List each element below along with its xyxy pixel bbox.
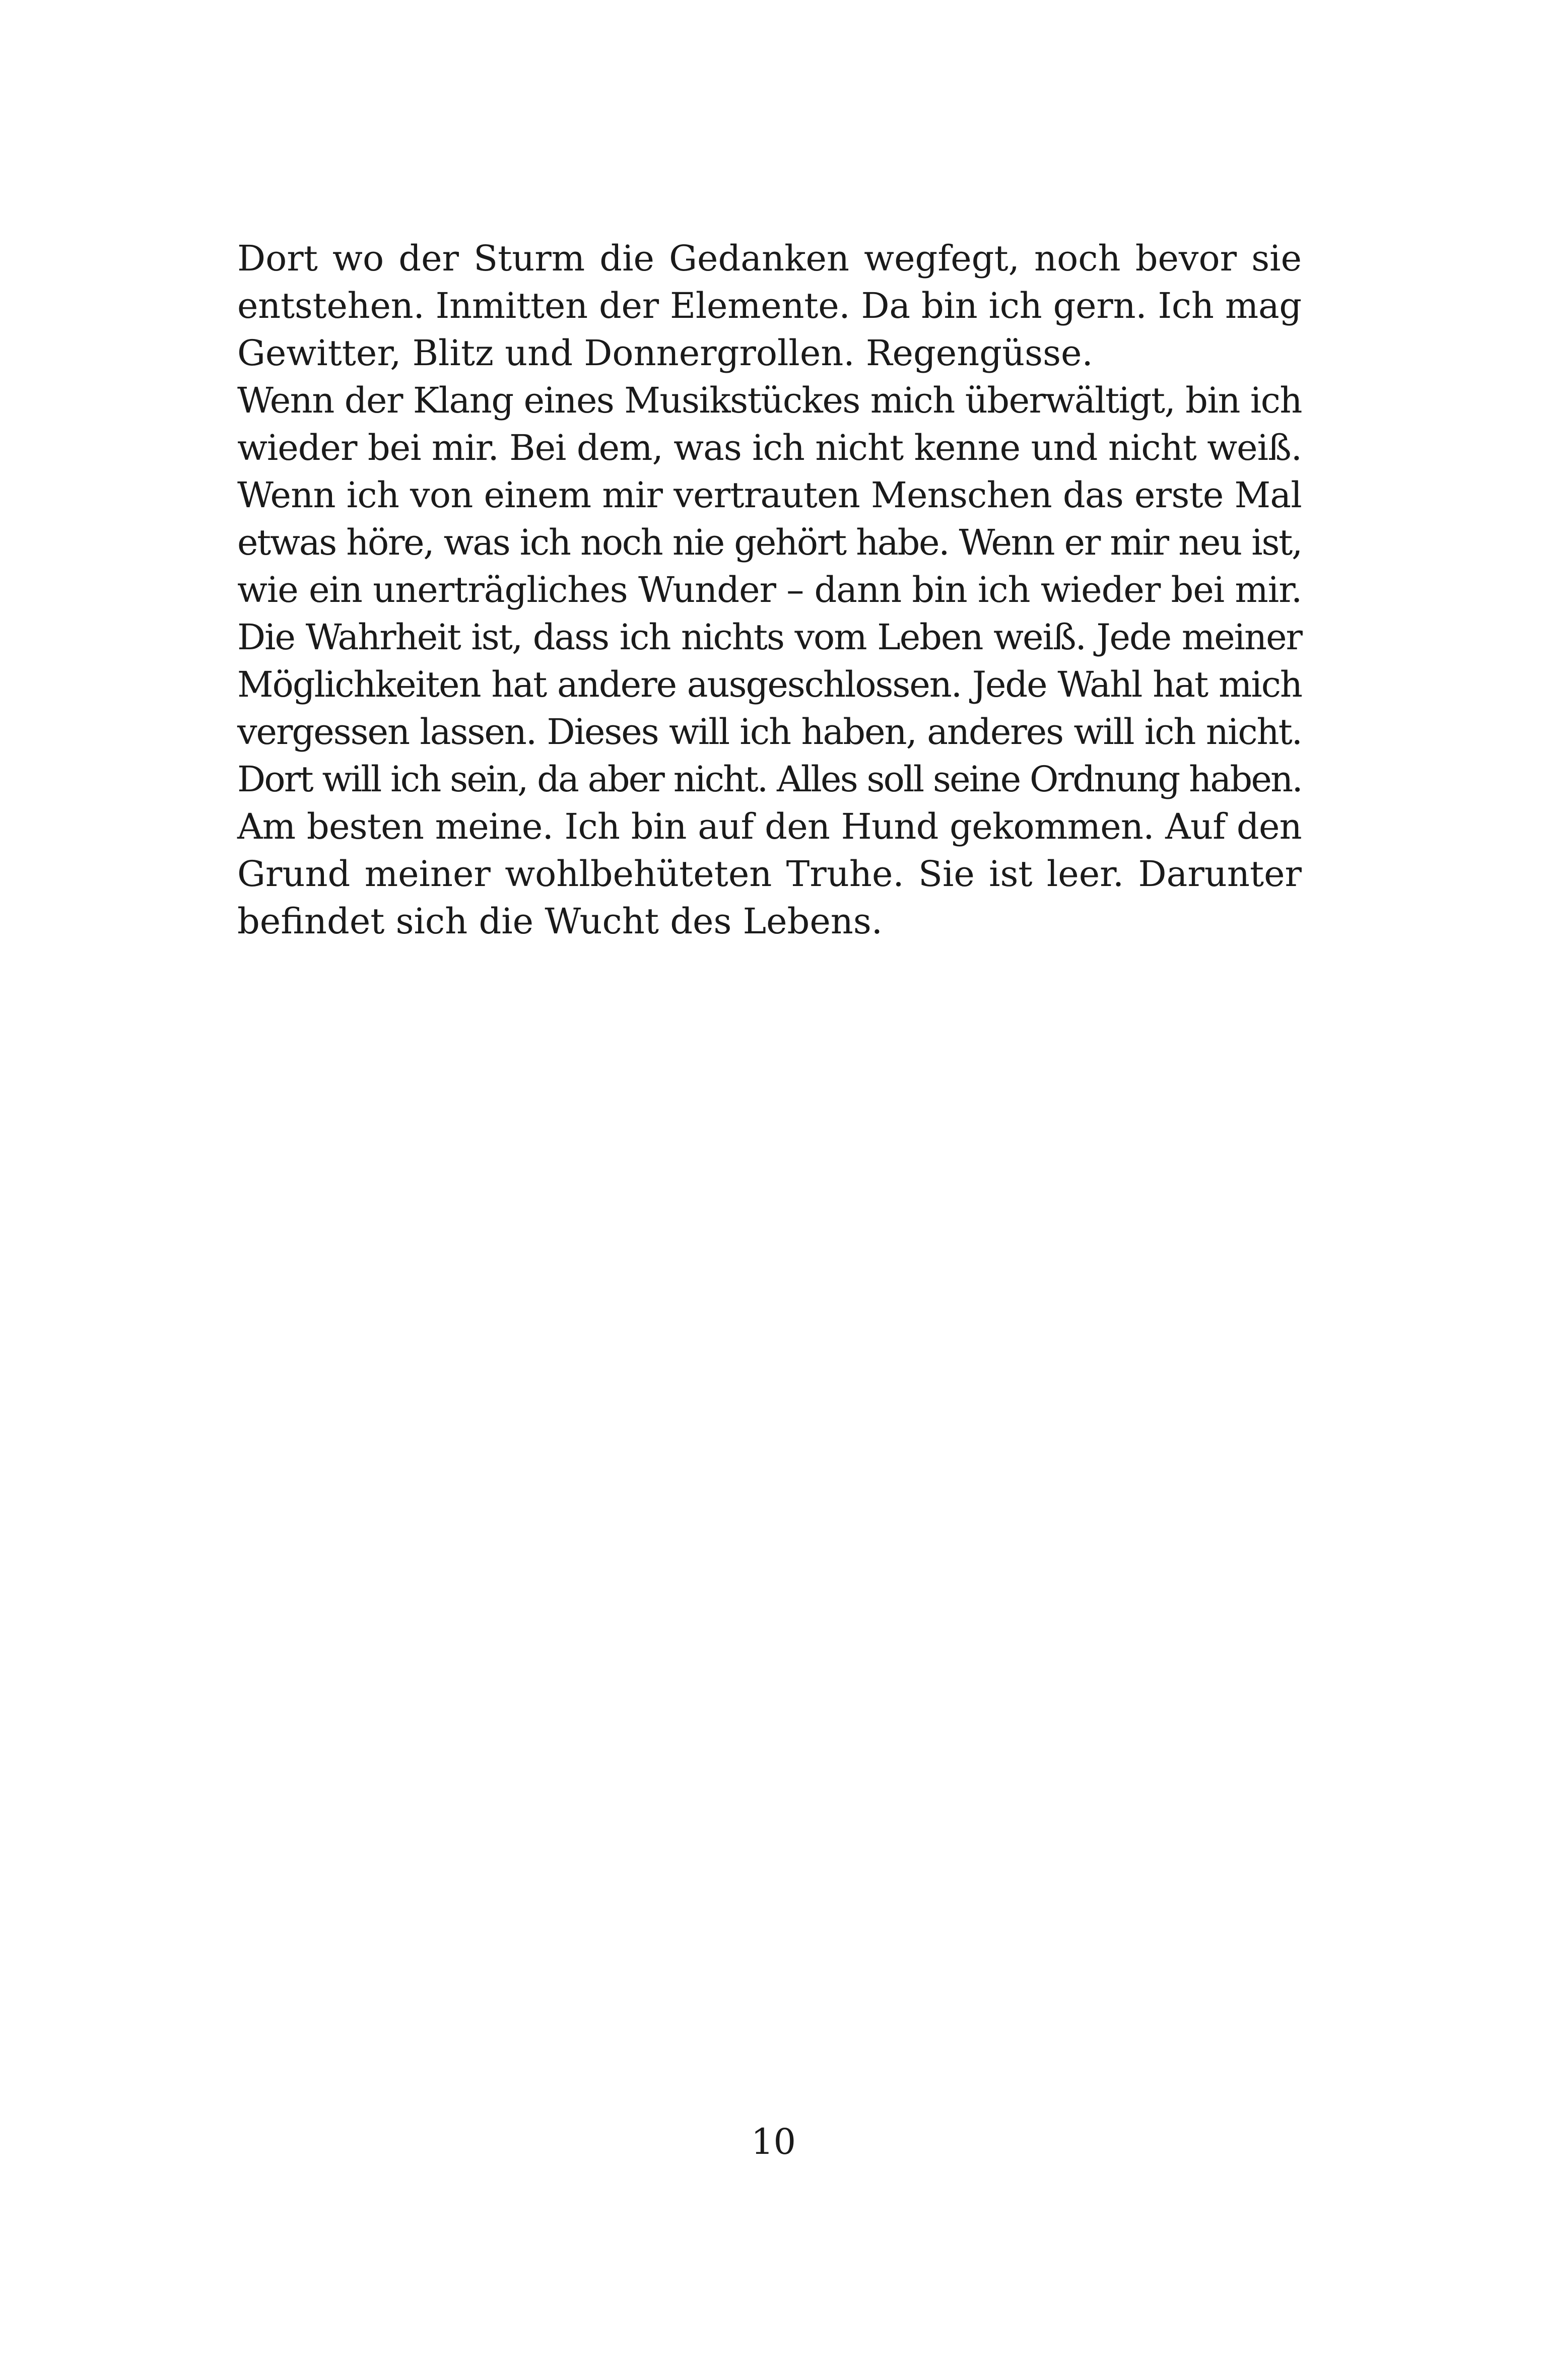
text-line: wieder bei mir. Bei dem, was ich nicht kenne und nicht weiß. — [237, 427, 1302, 468]
text-line: wie ein unerträgliches Wunder – dann bin ich wieder bei mir. — [237, 569, 1302, 610]
page-number: 10 — [751, 2121, 796, 2162]
text-line: vergessen lassen. Dieses will ich haben, anderes will ich nicht. — [237, 711, 1302, 753]
text-line: Wenn der Klang eines Musikstückes mich überwältigt, bin ich — [237, 380, 1302, 421]
body-text — [237, 235, 1302, 945]
text-line: Wenn ich von einem mir vertrauten Menschen das erste Mal — [237, 474, 1302, 516]
text-line: Gewitter, Blitz und Donnergrollen. Regengüsse. — [237, 332, 1093, 374]
text-line: befindet sich die Wucht des Lebens. — [237, 901, 883, 942]
text-line: Am besten meine. Ich bin auf den Hund gekommen. Auf den — [237, 806, 1302, 847]
text-line: entstehen. Inmitten der Elemente. Da bin ich gern. Ich mag — [237, 285, 1302, 326]
text-line: Dort wo der Sturm die Gedanken wegfegt, noch bevor sie — [237, 238, 1302, 279]
text-line: Möglichkeiten hat andere ausgeschlossen. Jede Wahl hat mich — [237, 664, 1302, 705]
text-line: Die Wahrheit ist, dass ich nichts vom Leben weiß. Jede meiner — [237, 617, 1302, 658]
text-line: Grund meiner wohlbehüteten Truhe. Sie ist leer. Darunter — [237, 853, 1302, 895]
text-line: etwas höre, was ich noch nie gehört habe. Wenn er mir neu ist, — [237, 522, 1302, 563]
text-line: Dort will ich sein, da aber nicht. Alles soll seine Ordnung haben. — [237, 759, 1302, 800]
